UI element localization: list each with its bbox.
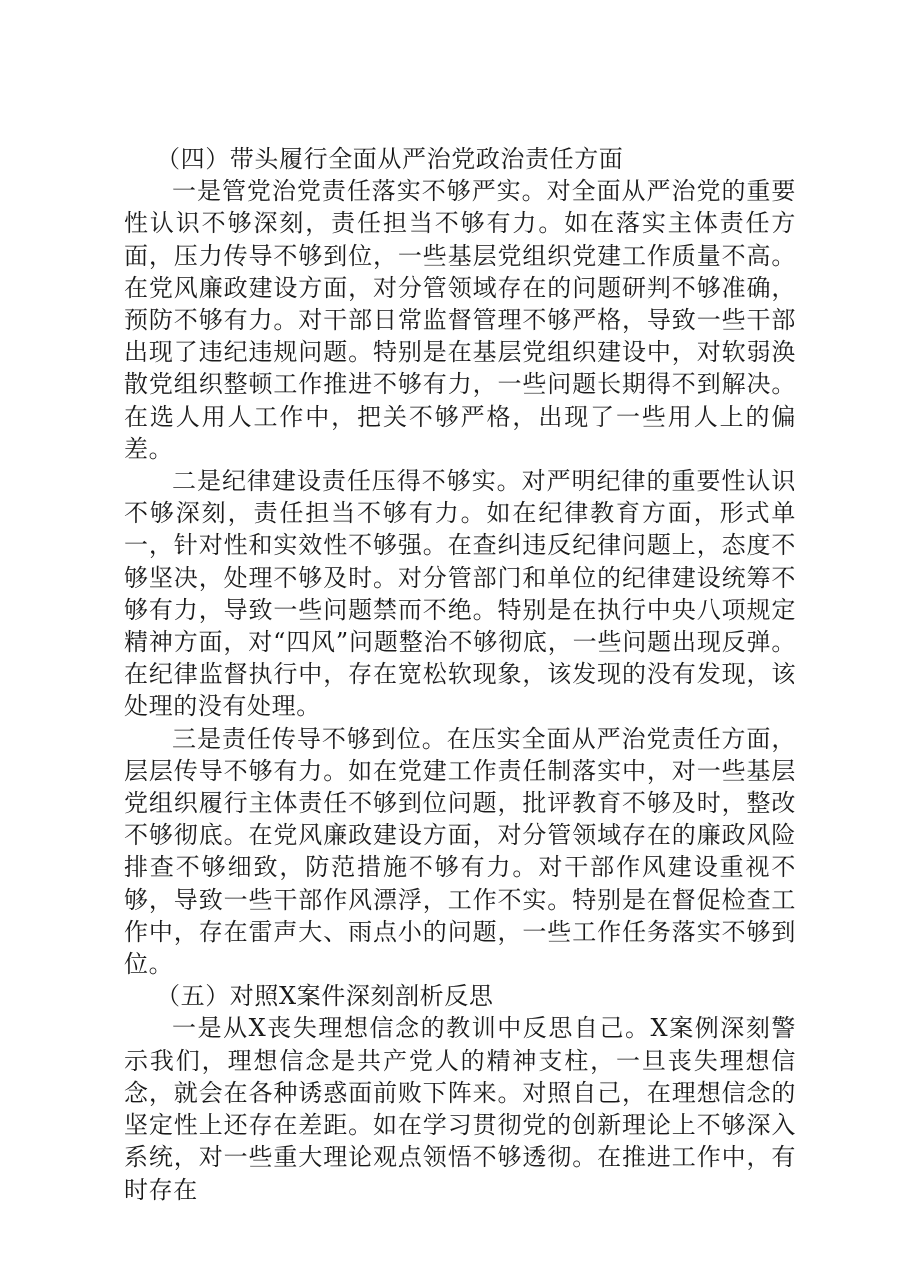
paragraph-responsibility-implementation: 一是管党治党责任落实不够严实。对全面从严治党的重要性认识不够深刻，责任担当不够有力。如在落实主体责任方面，压力传导不够到位，一些基层党组织党建工作质量不高。在党风廉政建设方面，对分管领域存在的问题研判不够准确，预防不够有力。对干部日常监督管理不够严格，导致一些干部出现了违纪违规问题。特别是在基层党组织建设中，对软弱涣散党组织整顿工作推进不够有力，一些问题长期得不到解决。在选人用人工作中，把关不够严格，出现了一些用人上的偏差。 [124, 177, 796, 463]
section-heading-4: （四）带头履行全面从严治党政治责任方面 [156, 145, 624, 173]
document-body [124, 143, 796, 1206]
paragraph-responsibility-transmission: 三是责任传导不够到位。在压实全面从严治党责任方面，层层传导不够有力。如在党建工作责任制落实中，对一些基层党组织履行主体责任不够到位问题，批评教育不够及时，整改不够彻底。在党风廉政建设方面，对分管领域存在的廉政风险排查不够细致，防范措施不够有力。对干部作风建设重视不够，导致一些干部作风漂浮，工作不实。特别是在督促检查工作中，存在雷声大、雨点小的问题，一些工作任务落实不够到位。 [124, 724, 796, 979]
paragraph-ideals-reflection: 一是从X丧失理想信念的教训中反思自己。X案例深刻警示我们，理想信念是共产党人的精神支柱，一旦丧失理想信念，就会在各种诱惑面前败下阵来。对照自己，在理想信念的坚定性上还存在差距。如在学习贯彻党的创新理论上不够深入系统，对一些重大理论观点领悟不够透彻。在推进工作中，有时存在 [124, 1014, 796, 1204]
paragraph-discipline-building: 二是纪律建设责任压得不够实。对严明纪律的重要性认识不够深刻，责任担当不够有力。如在纪律教育方面，形式单一，针对性和实效性不够强。在查纠违反纪律问题上，态度不够坚决，处理不够及时。对分管部门和单位的纪律建设统筹不够有力，导致一些问题禁而不绝。特别是在执行中央八项规定精神方面，对“四风”问题整治不够彻底，一些问题出现反弹。在纪律监督执行中，存在宽松软现象，该发现的没有发现，该处理的没有处理。 [124, 467, 796, 721]
section-heading-5: （五）对照X案件深刻剖析反思 [156, 982, 494, 1011]
